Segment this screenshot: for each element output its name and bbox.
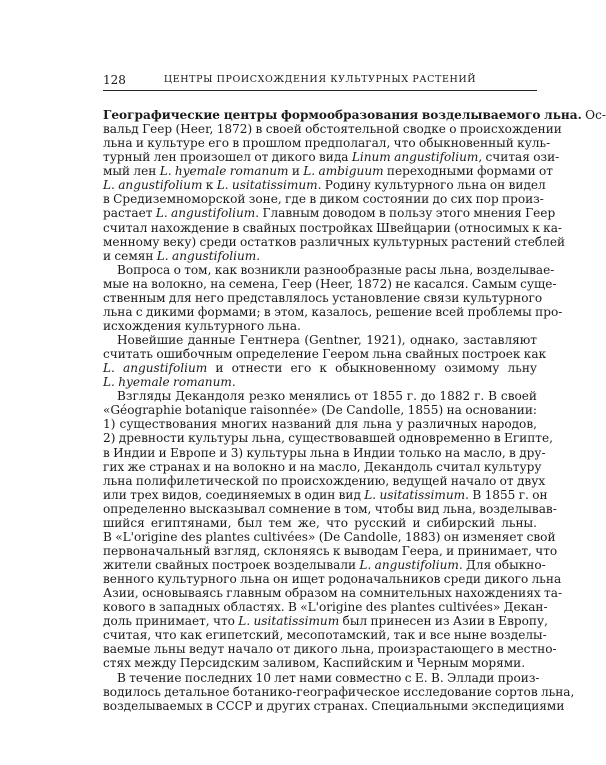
text-line	[103, 487, 548, 502]
text-segment: менному веку) среди остатков различных культурных растений стеблей	[103, 234, 566, 249]
text-line	[103, 178, 546, 193]
italic-species-name: Linum angustifolium	[351, 150, 479, 165]
text-segment: и семян	[103, 248, 157, 263]
text-line	[103, 642, 557, 657]
text-segment: Азии, основываясь главным образом на сомнительных нахождениях та-	[103, 586, 563, 601]
text-segment: Новейшие данные Гентнера (Gentner, 1921), однако, заставляют	[117, 333, 537, 347]
text-segment: ваемые льны ведут начало от дикого льна, произрастающего в местно-	[103, 642, 557, 657]
text-segment: . Родину культурного льна он видел	[317, 178, 546, 193]
text-line	[103, 136, 551, 151]
text-line	[103, 431, 553, 446]
text-segment: 1) существования многих названий для льна у различных народов,	[103, 417, 537, 432]
text-segment: Вопроса о том, как возникли разнообразные расы льна, возделывае-	[117, 262, 555, 277]
text-segment: льна с дикими формами; в этом, казалось, решение всей проблемы про-	[103, 304, 563, 319]
text-line	[103, 304, 563, 319]
italic-species-name: L. ambiguum	[303, 164, 384, 179]
italic-species-name: L. usitatissimum	[216, 178, 318, 193]
text-segment: турный лен произошел от дикого вида	[103, 150, 352, 165]
text-line	[103, 572, 562, 587]
text-segment: стях между Персидским заливом, Каспийским и Черным морями.	[103, 656, 526, 671]
text-segment: Ос-	[581, 108, 606, 122]
italic-species-name: L. angustifolium	[103, 178, 203, 193]
text-segment: . В 1855 г. он	[465, 487, 548, 502]
text-segment: растает	[103, 206, 156, 221]
italic-species-name: L. angustifolium	[155, 206, 256, 221]
text-segment: в Индии и Европе и 3) культуры льна в Индии только на масло, в дру-	[103, 445, 546, 460]
text-line	[103, 164, 553, 179]
text-line	[103, 558, 546, 572]
running-header	[103, 73, 537, 89]
text-segment: жители свайных построек возделывали	[103, 558, 360, 572]
text-line	[103, 150, 560, 165]
text-line	[103, 670, 540, 685]
italic-species-name: L. angustifolium	[359, 558, 459, 572]
text-line	[103, 220, 562, 235]
text-line	[103, 403, 537, 417]
text-segment: В «L'origine des plantes cultivées» (De Candolle, 1883) он изменяет свой	[103, 529, 556, 544]
text-line	[103, 459, 542, 474]
text-segment: или трех видов, соединяемых в один вид	[103, 487, 365, 502]
text-segment: льна полифилетической по происхождению, ведущей начало от двух	[103, 473, 546, 488]
text-line	[103, 192, 544, 207]
italic-species-name: L. usitatissimum	[364, 487, 466, 502]
text-segment: и отнести его к обыкновенному озимому льну	[207, 361, 537, 376]
text-line	[103, 628, 547, 643]
text-line	[103, 529, 556, 544]
header-rule	[103, 90, 537, 91]
text-line	[103, 290, 543, 305]
text-segment: «Géographie botanique raisonnée» (De Candolle, 1855) на основании:	[103, 403, 537, 418]
text-segment: первоначальный взгляд, склоняясь к выводам Геера, и принимает, что	[103, 543, 558, 558]
text-line	[103, 614, 548, 629]
text-segment: Взгляды Декандоля резко менялись от 1855 г. до 1882 г. В своей	[117, 389, 537, 404]
text-segment: считал нахождение в свайных постройках Швейцарии (относимых к ка-	[103, 220, 562, 235]
italic-species-name: L. hyemale romanum.	[103, 375, 236, 390]
text-line	[103, 347, 547, 362]
text-segment: . Главным доводом в пользу этого мнения Геер	[255, 206, 556, 221]
text-line	[103, 684, 575, 699]
text-line	[103, 108, 606, 122]
italic-species-name: L. angustifolium.	[156, 248, 261, 263]
text-line	[103, 249, 537, 263]
text-segment: в Средиземноморской зоне, где в диком состоянии до сих пор произ-	[103, 192, 544, 207]
text-segment: определенно высказывал сомнение в том, чтобы вид льна, возделывав-	[103, 501, 557, 516]
text-line	[103, 333, 537, 347]
text-line	[103, 473, 546, 488]
text-line	[103, 516, 537, 530]
text-segment: льна и культуре его в прошлом предполагал, что обыкновенный куль-	[103, 136, 551, 151]
text-segment: кового в западных областях. В «L'origine des plantes cultivées» Декан-	[103, 600, 548, 615]
text-line	[103, 445, 546, 460]
text-segment: вальд Геер (Heer, 1872) в своей обстоятельной сводке о происхождении	[103, 122, 562, 137]
running-title: ЦЕНТРЫ ПРОИСХОЖДЕНИЯ КУЛЬТУРНЫХ РАСТЕНИЙ	[163, 74, 477, 85]
text-segment: был принесен из Азии в Европу,	[339, 614, 548, 629]
text-segment: считать ошибочным определение Геером льна свайных построек как	[103, 347, 547, 362]
text-line	[103, 234, 566, 249]
text-segment: и	[288, 164, 304, 179]
body-text	[103, 108, 606, 713]
text-segment: венного культурного льна он ищет родоначальников среди дикого льна	[103, 572, 562, 587]
text-segment: шийся египтянами, был тем же, что русский и сибирский льны.	[103, 515, 537, 530]
text-line	[103, 206, 556, 221]
page-number: 128	[103, 73, 126, 87]
text-segment: мый лен	[103, 164, 160, 179]
text-line	[103, 375, 537, 389]
text-segment: 2) древности культуры льна, существовавшей одновременно в Египте,	[103, 431, 553, 446]
text-line	[103, 656, 537, 670]
text-line	[103, 389, 537, 403]
text-segment: доль принимает, что	[103, 614, 239, 629]
text-segment: ственным для него представлялось установление связи культурного	[103, 290, 543, 305]
text-line	[103, 122, 562, 137]
text-line	[103, 361, 537, 375]
italic-species-name: L. usitatissimum	[238, 614, 340, 629]
text-line	[103, 586, 563, 601]
text-segment: переходными формами от	[383, 164, 553, 179]
text-line	[103, 262, 555, 277]
text-segment: водилось детальное ботанико-географическое исследование сортов льна,	[103, 684, 575, 699]
text-segment: возделываемых в СССР и других странах. Специальными экспедициями	[103, 698, 565, 713]
text-line	[103, 276, 557, 291]
text-segment: исхождения культурного льна.	[103, 318, 301, 333]
text-segment: гих же странах и на волокно и на масло, Декандоль считал культуру	[103, 459, 542, 474]
italic-species-name: L. angustifolium	[103, 361, 208, 376]
text-line	[103, 600, 548, 615]
text-segment: , считая ози-	[478, 150, 560, 165]
text-line	[103, 319, 537, 333]
section-heading: Географические центры формообразования возделываемого льна.	[103, 108, 582, 122]
italic-species-name: L. hyemale romanum	[159, 164, 289, 179]
text-segment: к	[202, 178, 217, 193]
text-line	[103, 543, 558, 558]
text-segment: считая, что как египетский, месопотамский, так и все ныне возделы-	[103, 628, 547, 643]
text-line	[103, 417, 537, 431]
text-line	[103, 501, 557, 516]
text-line	[103, 698, 565, 713]
text-segment: В течение последних 10 лет нами совместно с Е. В. Эллади произ-	[117, 670, 540, 685]
text-segment: . Для обыкно-	[458, 558, 546, 572]
text-segment: мые на волокно, на семена, Геер (Heer, 1872) не касался. Самым суще-	[103, 276, 557, 291]
